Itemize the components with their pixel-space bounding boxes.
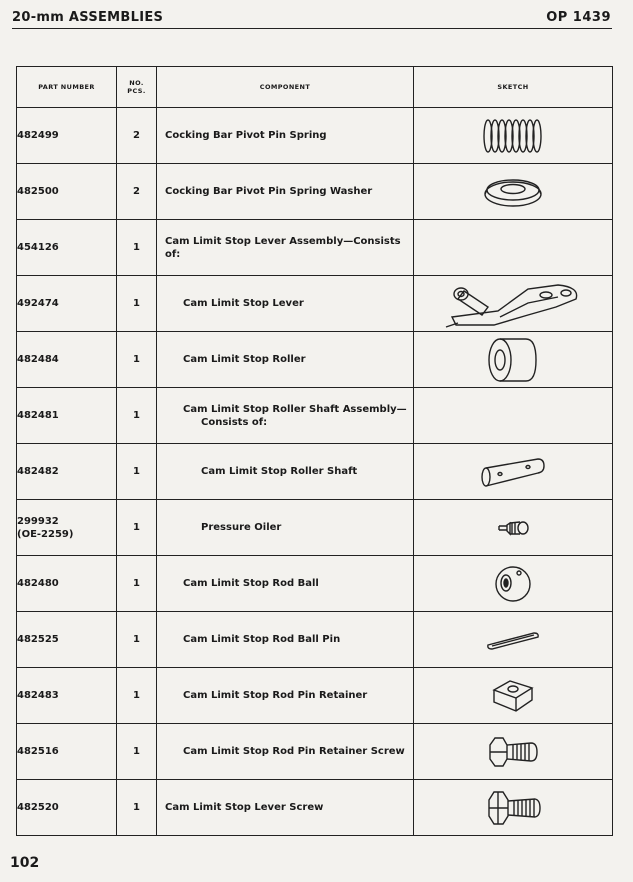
page-title: 20-mm ASSEMBLIES	[12, 10, 164, 25]
table-row	[17, 332, 613, 388]
table-row	[17, 668, 613, 724]
roller-icon	[486, 335, 540, 385]
lever-icon	[438, 277, 588, 331]
sketch-cell	[414, 780, 613, 836]
component-name: Cam Limit Stop Roller Shaft	[157, 444, 414, 500]
part-number-cell	[17, 500, 117, 556]
sketch-cell	[414, 612, 613, 668]
ball-icon	[493, 563, 533, 605]
part-number: 482480	[17, 556, 117, 612]
washer-icon	[481, 174, 545, 210]
part-number: 454126	[17, 220, 117, 276]
table-row	[17, 556, 613, 612]
table-row	[17, 108, 613, 164]
quantity: 1	[117, 388, 157, 444]
quantity: 1	[117, 500, 157, 556]
part-number: 482500	[17, 164, 117, 220]
retainer-icon	[490, 678, 536, 714]
pin-icon	[484, 629, 542, 651]
part-number: 482484	[17, 332, 117, 388]
table-row	[17, 220, 613, 276]
part-number-alt: (OE-2259)	[17, 528, 74, 540]
column-header-no-pcs	[117, 67, 157, 108]
part-number: 492474	[17, 276, 117, 332]
spring-icon	[481, 115, 545, 157]
column-header-component: COMPONENT	[157, 67, 414, 108]
bolt-icon	[483, 788, 543, 828]
component-name: Cam Limit Stop Roller	[157, 332, 414, 388]
table-row	[17, 276, 613, 332]
component-name: Cam Limit Stop Lever Assembly—Consists of:	[157, 220, 414, 276]
parts-table	[16, 66, 613, 836]
part-number: 482499	[17, 108, 117, 164]
quantity: 2	[117, 108, 157, 164]
sketch-cell	[414, 220, 613, 276]
table-row	[17, 388, 613, 444]
quantity: 1	[117, 724, 157, 780]
sketch-cell	[414, 724, 613, 780]
quantity: 1	[117, 668, 157, 724]
column-header-sketch: SKETCH	[414, 67, 613, 108]
screw-icon	[485, 733, 541, 771]
table-row	[17, 444, 613, 500]
part-number: 482520	[17, 780, 117, 836]
component-name: Cocking Bar Pivot Pin Spring Washer	[157, 164, 414, 220]
sketch-cell	[414, 556, 613, 612]
part-number: 299932	[17, 515, 59, 527]
component-name	[157, 388, 414, 444]
sketch-cell	[414, 276, 613, 332]
component-name: Cam Limit Stop Lever	[157, 276, 414, 332]
component-name: Pressure Oiler	[157, 500, 414, 556]
table-row	[17, 500, 613, 556]
sketch-cell	[414, 444, 613, 500]
table-row	[17, 612, 613, 668]
component-name: Cam Limit Stop Lever Screw	[157, 780, 414, 836]
oiler-icon	[496, 517, 530, 539]
component-name: Cam Limit Stop Rod Pin Retainer Screw	[157, 724, 414, 780]
header-rule	[12, 28, 612, 29]
sketch-cell	[414, 388, 613, 444]
part-number: 482482	[17, 444, 117, 500]
component-name: Cocking Bar Pivot Pin Spring	[157, 108, 414, 164]
part-number: 482481	[17, 388, 117, 444]
quantity: 1	[117, 276, 157, 332]
part-number: 482483	[17, 668, 117, 724]
document-code: OP 1439	[546, 10, 611, 25]
page-number: 102	[10, 855, 40, 871]
component-name: Cam Limit Stop Rod Ball Pin	[157, 612, 414, 668]
shaft-icon	[478, 455, 548, 489]
sketch-cell	[414, 332, 613, 388]
column-header-pcs: PCS.	[127, 87, 146, 95]
table-row	[17, 164, 613, 220]
table-row	[17, 724, 613, 780]
component-name: Cam Limit Stop Rod Pin Retainer	[157, 668, 414, 724]
sketch-cell	[414, 668, 613, 724]
component-line-1: Cam Limit Stop Roller Shaft Assembly—	[183, 403, 407, 415]
quantity: 1	[117, 780, 157, 836]
quantity: 1	[117, 444, 157, 500]
sketch-cell	[414, 164, 613, 220]
quantity: 1	[117, 612, 157, 668]
table-header-row	[17, 67, 613, 108]
component-line-2: Consists of:	[201, 416, 268, 428]
table-row	[17, 780, 613, 836]
column-header-part-number: PART NUMBER	[17, 67, 117, 108]
quantity: 1	[117, 332, 157, 388]
part-number: 482516	[17, 724, 117, 780]
column-header-no: NO.	[129, 79, 144, 87]
quantity: 1	[117, 220, 157, 276]
sketch-cell	[414, 500, 613, 556]
quantity: 1	[117, 556, 157, 612]
quantity: 2	[117, 164, 157, 220]
component-name: Cam Limit Stop Rod Ball	[157, 556, 414, 612]
sketch-cell	[414, 108, 613, 164]
part-number: 482525	[17, 612, 117, 668]
